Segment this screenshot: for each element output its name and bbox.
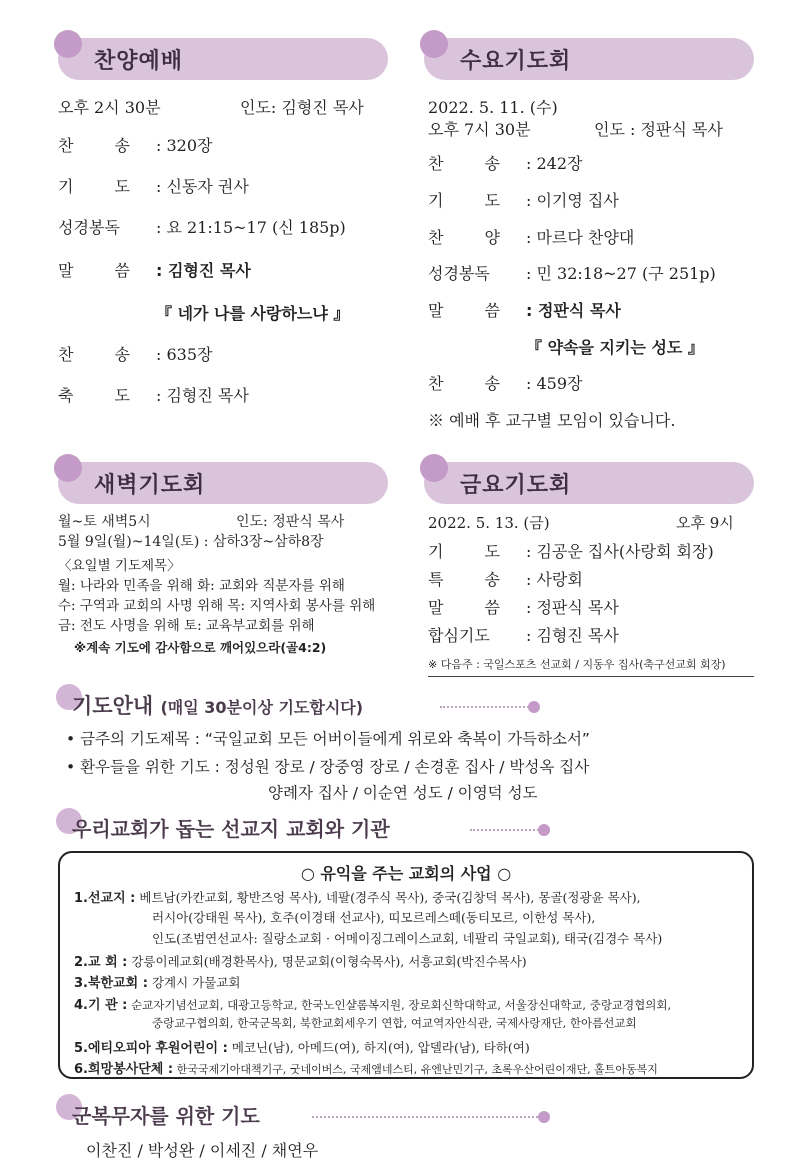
wednesday-date: 2022. 5. 11. (수) <box>428 98 558 117</box>
value: : 정판식 목사 <box>526 301 621 320</box>
label: 말 씀 <box>428 301 518 320</box>
military-names: 이찬진 / 박성완 / 이세진 / 채연우 <box>86 1141 319 1160</box>
row-key: 1.선교지 : <box>74 891 136 906</box>
friday-header <box>424 462 754 504</box>
prayer-item-2: • 환우들을 위한 기도 : 정성원 장로 / 장중영 장로 / 손경훈 집사 / 박성옥 집사 <box>66 758 590 776</box>
dawn-topic-1: 월: 나라와 민족을 위해 화: 교회와 직분자를 위해 <box>58 578 345 594</box>
dotted-rule <box>470 829 542 831</box>
wednesday-sermon-title: 『 약속을 지키는 성도 』 <box>526 338 704 357</box>
label: 찬 송 <box>428 374 518 393</box>
dawn-topic-2: 수: 구역과 교회의 사명 위해 목: 지역사회 봉사를 위해 <box>58 598 376 614</box>
dotted-rule <box>312 1116 542 1118</box>
wednesday-notice: ※ 예배 후 교구별 모임이 있습니다. <box>428 411 676 430</box>
value: : 242장 <box>526 154 583 173</box>
row-value: 강릉이레교회(배경환목사), 명문교회(이형숙목사), 서흥교회(박진수목사) <box>131 954 527 969</box>
value: : 320장 <box>156 136 213 155</box>
missions-box-title: ○ 유익을 주는 교회의 사업 ○ <box>300 864 512 883</box>
sunday-title: 찬양예배 <box>94 49 184 74</box>
label: 성경봉독 <box>428 264 490 283</box>
dawn-verse: ※계속 기도에 감사함으로 깨어있으라(골4:2) <box>74 640 327 655</box>
value: : 정판식 목사 <box>526 598 619 617</box>
dawn-days: 월~토 새벽5시 <box>58 514 151 530</box>
label: 기 도 <box>58 177 148 196</box>
end-dot-icon <box>538 824 550 836</box>
label: 말 씀 <box>428 598 518 617</box>
header-dot-icon <box>54 454 82 482</box>
value: : 김형진 목사 <box>156 261 251 280</box>
friday-next-underline <box>428 676 754 677</box>
value: : 635장 <box>156 345 213 364</box>
friday-next: ※ 다음주 : 국일스포츠 선교회 / 지동우 집사(축구선교회 회장) <box>428 658 726 671</box>
prayer-guide-title: 기도안내 <box>72 694 154 718</box>
row-value: 베트남(카칸교회, 황반즈엉 목사), 네팔(경주식 목사), 중국(김창덕 목사), 몽골(정광윤 목사), <box>139 890 641 905</box>
friday-title: 금요기도회 <box>460 473 572 498</box>
row-value: 메코닌(남), 아메드(여), 하지(여), 압델라(남), 타하(여) <box>231 1040 530 1055</box>
value: : 마르다 찬양대 <box>526 228 635 247</box>
missions-box <box>58 851 754 1079</box>
label: 찬 양 <box>428 228 518 247</box>
value: : 김공운 집사(사랑회 회장) <box>526 542 714 561</box>
prayer-item-2b: 양례자 집사 / 이순연 성도 / 이영덕 성도 <box>268 784 538 802</box>
dawn-topic-3: 금: 전도 사명을 위해 토: 교육부교회를 위해 <box>58 618 315 634</box>
row-value: 인도(조범연선교사: 질랑소교회 · 어메이징그레이스교회, 네팔리 국일교회), 태국(김경수 목사) <box>152 931 663 946</box>
row-value: 러시아(강태원 목사), 호주(이경태 선교사), 띠모르레스떼(동티모르, 이한성 목사), <box>152 910 596 925</box>
friday-date: 2022. 5. 13. (금) <box>428 514 550 532</box>
sunday-order <box>58 98 398 418</box>
label: 찬 송 <box>428 154 518 173</box>
end-dot-icon <box>528 701 540 713</box>
value: : 신동자 권사 <box>156 177 249 196</box>
prayer-guide-heading <box>72 690 363 720</box>
row-key: 3.북한교회 : <box>74 976 148 991</box>
row-value: 중랑교구협의회, 한국군목회, 북한교회세우기 연합, 여교역자안식관, 국제사랑재단, 한아름선교회 <box>152 1016 637 1030</box>
prayer-guide-subtitle: (매일 30분이상 기도합시다) <box>160 698 364 717</box>
prayer-guide-body <box>66 730 766 810</box>
row-value: 강계시 가물교회 <box>151 975 241 990</box>
header-dot-icon <box>54 30 82 58</box>
sunday-sermon-title: 『 네가 나를 사랑하느냐 』 <box>156 304 350 323</box>
label: 찬 송 <box>58 345 148 364</box>
missions-title: 우리교회가 돕는 선교지 교회와 기관 <box>72 817 390 841</box>
label: 기 도 <box>428 542 518 561</box>
label: 성경봉독 <box>58 218 120 237</box>
value: : 이기영 집사 <box>526 191 619 210</box>
row-key: 4.기 관 : <box>74 998 128 1013</box>
value: : 민 32:18~27 (구 251p) <box>526 264 716 283</box>
value: : 459장 <box>526 374 583 393</box>
dawn-topics-title: 〈요일별 기도제목〉 <box>58 558 181 574</box>
wednesday-leader: 인도 : 정판식 목사 <box>594 120 723 139</box>
row-key: 2.교 회 : <box>74 955 128 970</box>
prayer-item-1: • 금주의 기도제목 : “국일교회 모든 어버이들에게 위로와 축복이 가득하소서” <box>66 730 590 748</box>
dawn-range: 5월 9일(월)~14일(토) : 삼하3장~삼하8장 <box>58 534 324 550</box>
military-title: 군복무자를 위한 기도 <box>72 1104 260 1128</box>
value: : 김형진 목사 <box>156 386 249 405</box>
dawn-title: 새벽기도회 <box>94 473 206 498</box>
sunday-time: 오후 2시 30분 <box>58 98 161 117</box>
wednesday-title: 수요기도회 <box>460 49 572 74</box>
value: : 요 21:15~17 (신 185p) <box>156 218 346 237</box>
dotted-rule <box>440 706 532 708</box>
dawn-header <box>58 462 388 504</box>
label: 축 도 <box>58 386 148 405</box>
dawn-info <box>58 514 398 674</box>
end-dot-icon <box>538 1111 550 1123</box>
label: 기 도 <box>428 191 518 210</box>
wednesday-time: 오후 7시 30분 <box>428 120 531 139</box>
dawn-leader: 인도: 정판식 목사 <box>236 514 345 530</box>
header-dot-icon <box>420 454 448 482</box>
label: 찬 송 <box>58 136 148 155</box>
sunday-header <box>58 38 388 80</box>
row-key: 6.희망봉사단체 : <box>74 1062 174 1077</box>
friday-order <box>428 514 758 684</box>
value: : 김형진 목사 <box>526 626 619 645</box>
row-key: 5.에티오피아 후원어린이 : <box>74 1041 228 1056</box>
label: 말 씀 <box>58 261 148 280</box>
label: 특 송 <box>428 570 518 589</box>
row-value: 한국국제기아대책기구, 굿네이버스, 국제앰네스티, 유엔난민기구, 초록우산어린이재단, 홀트아동복지 <box>176 1063 658 1076</box>
wednesday-order <box>428 98 758 438</box>
friday-time: 오후 9시 <box>676 514 734 532</box>
wednesday-header <box>424 38 754 80</box>
header-dot-icon <box>420 30 448 58</box>
row-value: 순교자기념선교회, 대광고등학교, 한국노인샬롬복지원, 장로회신학대학교, 서울장신대학교, 중랑교경협의회, <box>131 998 672 1012</box>
value: : 사랑회 <box>526 570 583 589</box>
sunday-leader: 인도: 김형진 목사 <box>240 98 364 117</box>
label: 합심기도 <box>428 626 490 645</box>
